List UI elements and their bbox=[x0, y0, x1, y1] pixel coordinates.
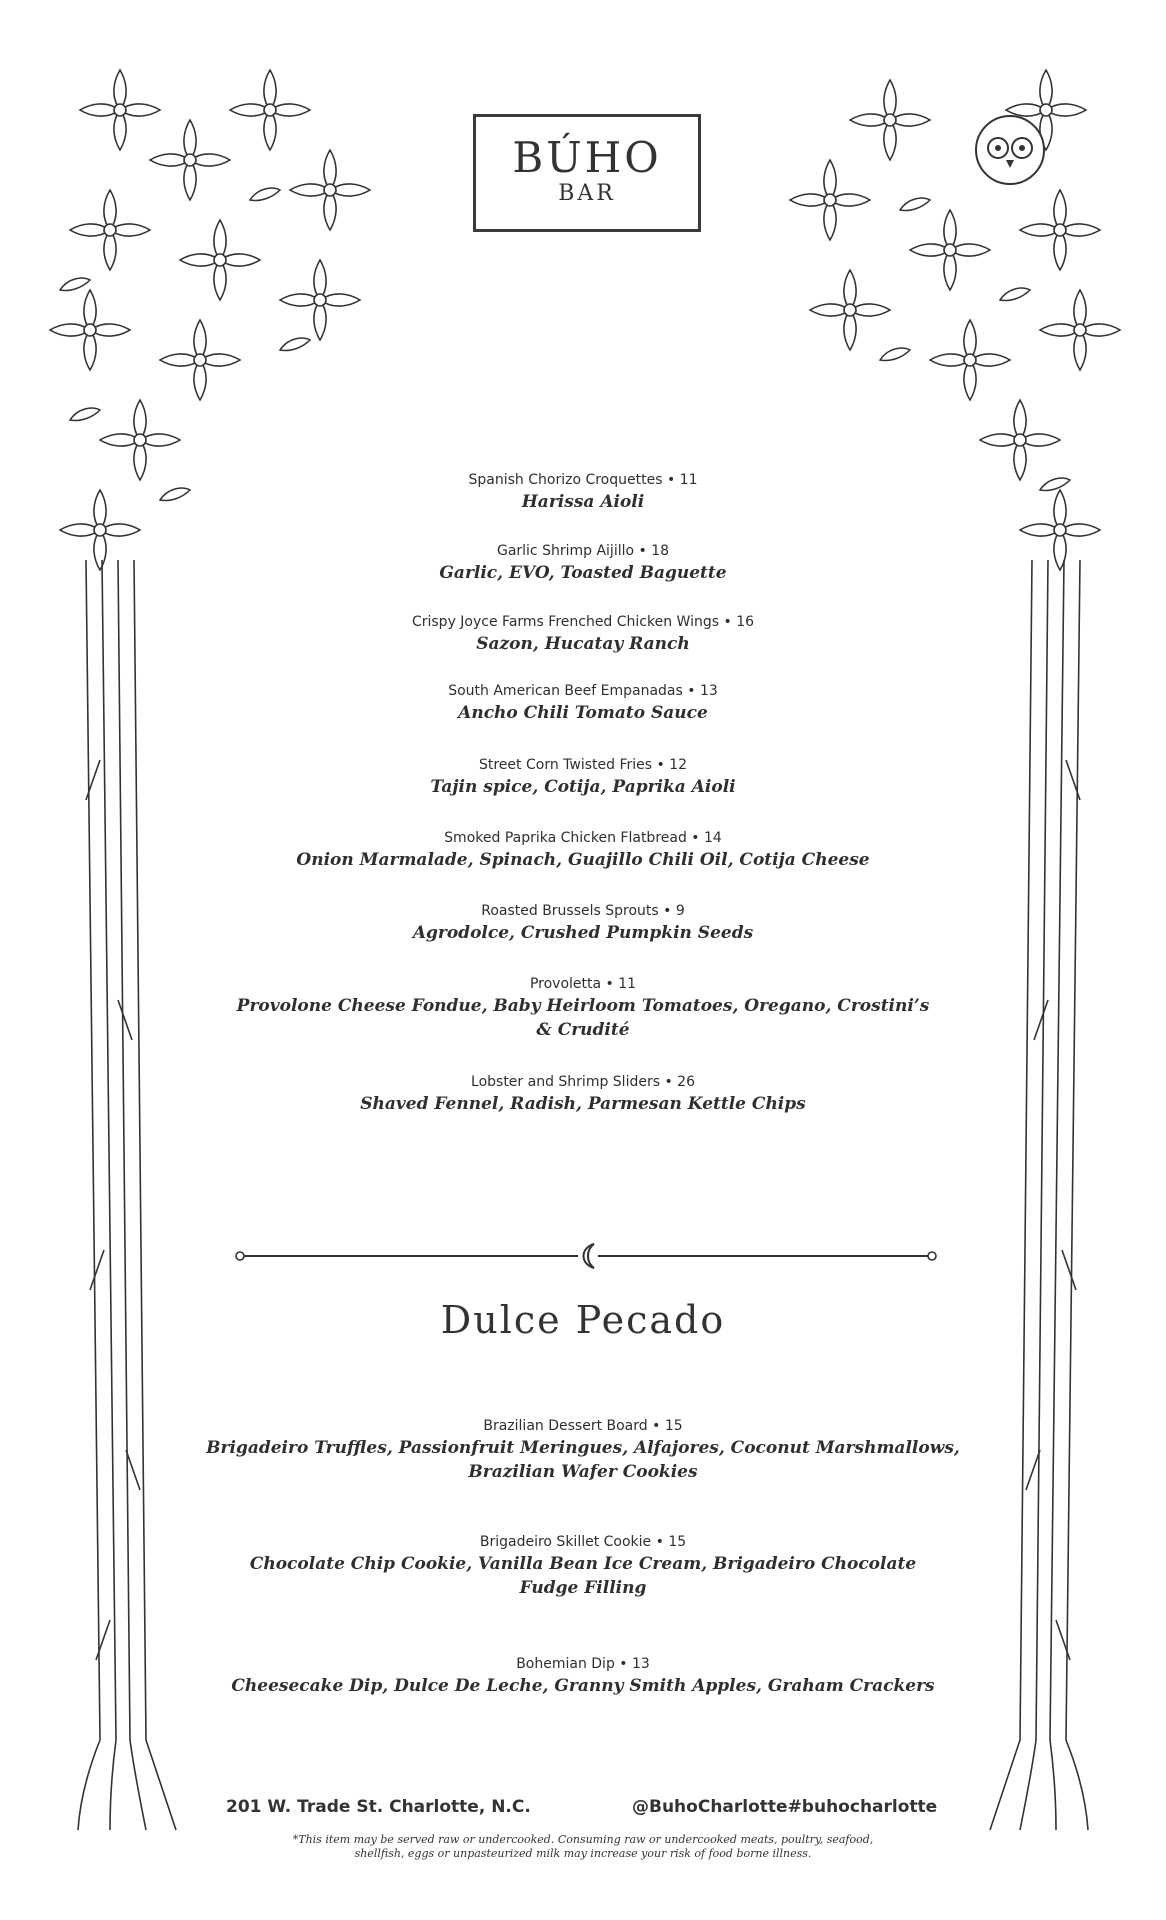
menu-item bbox=[230, 901, 936, 945]
owl-icon bbox=[976, 116, 1044, 184]
menu-item-name: Roasted Brussels Sprouts • 9 bbox=[481, 903, 685, 919]
section-divider bbox=[236, 1252, 936, 1260]
menu-item-description: Harissa Aioli bbox=[521, 492, 645, 512]
crescent-moon-icon bbox=[584, 1244, 595, 1268]
dessert-section-title: Dulce Pecado bbox=[440, 1298, 726, 1342]
buho-bar-logo bbox=[473, 114, 701, 232]
menu-item-description: Onion Marmalade, Spinach, Guajillo Chili Oil, Cotija Cheese bbox=[296, 850, 870, 870]
menu-item-name: Lobster and Shrimp Sliders • 26 bbox=[471, 1074, 695, 1090]
left-stems bbox=[78, 560, 176, 1830]
menu-item-description: Cheesecake Dip, Dulce De Leche, Granny Smith Apples, Graham Crackers bbox=[231, 1676, 935, 1696]
menu-item-description: Agrodolce, Crushed Pumpkin Seeds bbox=[412, 923, 754, 943]
food-safety-disclaimer: *This item may be served raw or undercooked. Consuming raw or undercooked meats, poultry, seafood, shellfish, eggs or unpasteurized milk may increase your risk of food borne illness. bbox=[292, 1833, 874, 1860]
menu-item-name: South American Beef Empanadas • 13 bbox=[448, 683, 718, 699]
logo-subtitle: BAR bbox=[558, 181, 616, 206]
menu-item-name: Smoked Paprika Chicken Flatbread • 14 bbox=[444, 830, 722, 846]
right-stems bbox=[990, 560, 1088, 1830]
menu-item bbox=[230, 828, 936, 872]
menu-item bbox=[230, 541, 936, 585]
menu-item-description: Chocolate Chip Cookie, Vanilla Bean Ice Cream, Brigadeiro Chocolate Fudge Filling bbox=[249, 1554, 917, 1598]
menu-item-description: Shaved Fennel, Radish, Parmesan Kettle Chips bbox=[360, 1094, 806, 1114]
menu-item bbox=[230, 1532, 936, 1600]
menu-item-name: Street Corn Twisted Fries • 12 bbox=[478, 757, 688, 773]
logo-name: BÚHO bbox=[512, 133, 662, 182]
menu-item-description: Garlic, EVO, Toasted Baguette bbox=[439, 563, 727, 583]
menu-item-description: Brigadeiro Truffles, Passionfruit Meringues, Alfajores, Coconut Marshmallows, Brazilian Wafer Cookies bbox=[206, 1438, 960, 1482]
menu-item bbox=[230, 974, 936, 1042]
menu-item bbox=[230, 1072, 936, 1116]
menu-item bbox=[230, 1654, 936, 1698]
menu-item bbox=[206, 1416, 960, 1484]
menu-item-description: Sazon, Hucatay Ranch bbox=[476, 634, 690, 654]
menu-item bbox=[230, 470, 936, 514]
menu-item bbox=[230, 612, 936, 656]
menu-item-name: Brazilian Dessert Board • 15 bbox=[483, 1418, 683, 1434]
menu-item-description: Tajin spice, Cotija, Paprika Aioli bbox=[430, 777, 736, 797]
menu-item bbox=[230, 755, 936, 799]
footer-social-handle: @BuhoCharlotte#buhocharlotte bbox=[632, 1797, 938, 1817]
menu-item-description: Provolone Cheese Fondue, Baby Heirloom Tomatoes, Oregano, Crostini’s & Crudité bbox=[236, 996, 930, 1040]
menu-item-name: Bohemian Dip • 13 bbox=[516, 1656, 650, 1672]
menu-item bbox=[230, 681, 936, 725]
menu-item-name: Brigadeiro Skillet Cookie • 15 bbox=[479, 1534, 687, 1550]
footer-address: 201 W. Trade St. Charlotte, N.C. bbox=[226, 1797, 531, 1817]
menu-item-name: Crispy Joyce Farms Frenched Chicken Wings • 16 bbox=[411, 614, 755, 630]
menu-item-description: Ancho Chili Tomato Sauce bbox=[458, 703, 708, 723]
menu-item-name: Provoletta • 11 bbox=[529, 976, 637, 992]
menu-item-name: Garlic Shrimp Aijillo • 18 bbox=[496, 543, 670, 559]
menu-item-name: Spanish Chorizo Croquettes • 11 bbox=[468, 472, 698, 488]
